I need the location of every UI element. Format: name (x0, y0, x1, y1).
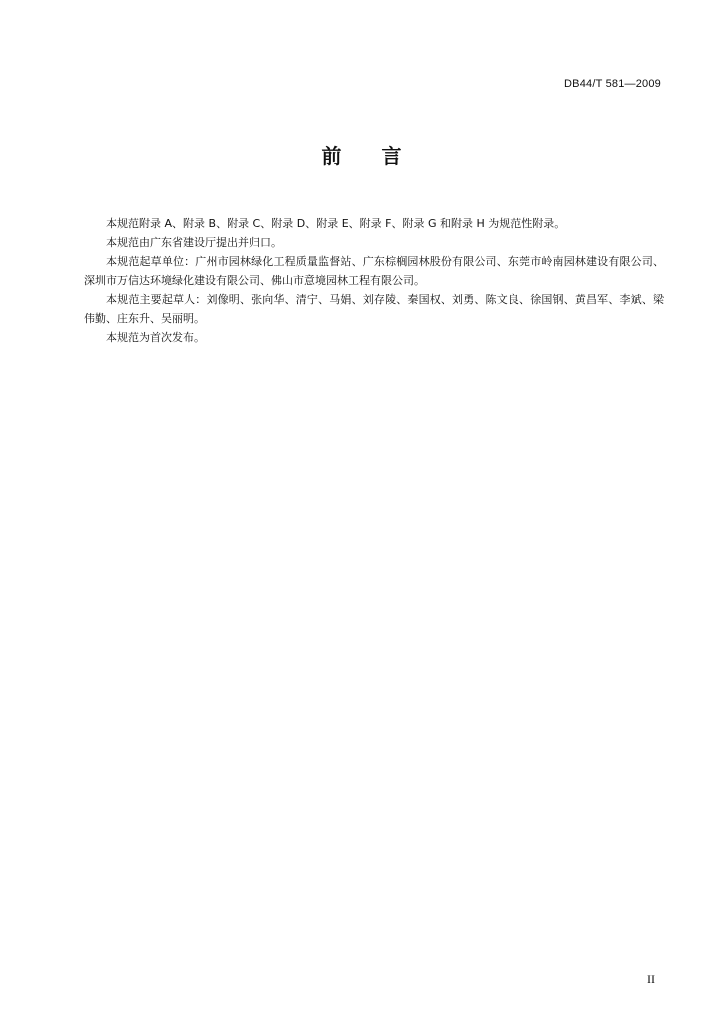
page-title: 前言 (321, 144, 442, 168)
paragraph-drafters: 本规范主要起草人：刘像明、张向华、清宁、马娟、刘存陵、秦国权、刘勇、陈文良、徐国钢、黄昌军、李斌、梁伟勤、庄东升、吴丽明。 (84, 293, 664, 325)
paragraph-appendix: 本规范附录 A、附录 B、附录 C、附录 D、附录 E、附录 F、附录 G 和附录 H 为规范性附录。 (106, 217, 566, 230)
paragraph-proposer: 本规范由广东省建设厅提出并归口。 (106, 236, 282, 249)
paragraph-drafting-units: 本规范起草单位：广州市园林绿化工程质量监督站、广东棕榈园林股份有限公司、东莞市岭南园林建设有限公司、深圳市万信达环境绿化建设有限公司、佛山市意境园林工程有限公司。 (84, 255, 664, 287)
document-code: DB44/T 581—2009 (564, 78, 661, 90)
paragraph-first-release: 本规范为首次发布。 (106, 331, 205, 344)
page-number: II (647, 972, 655, 986)
foreword-body (84, 214, 664, 347)
